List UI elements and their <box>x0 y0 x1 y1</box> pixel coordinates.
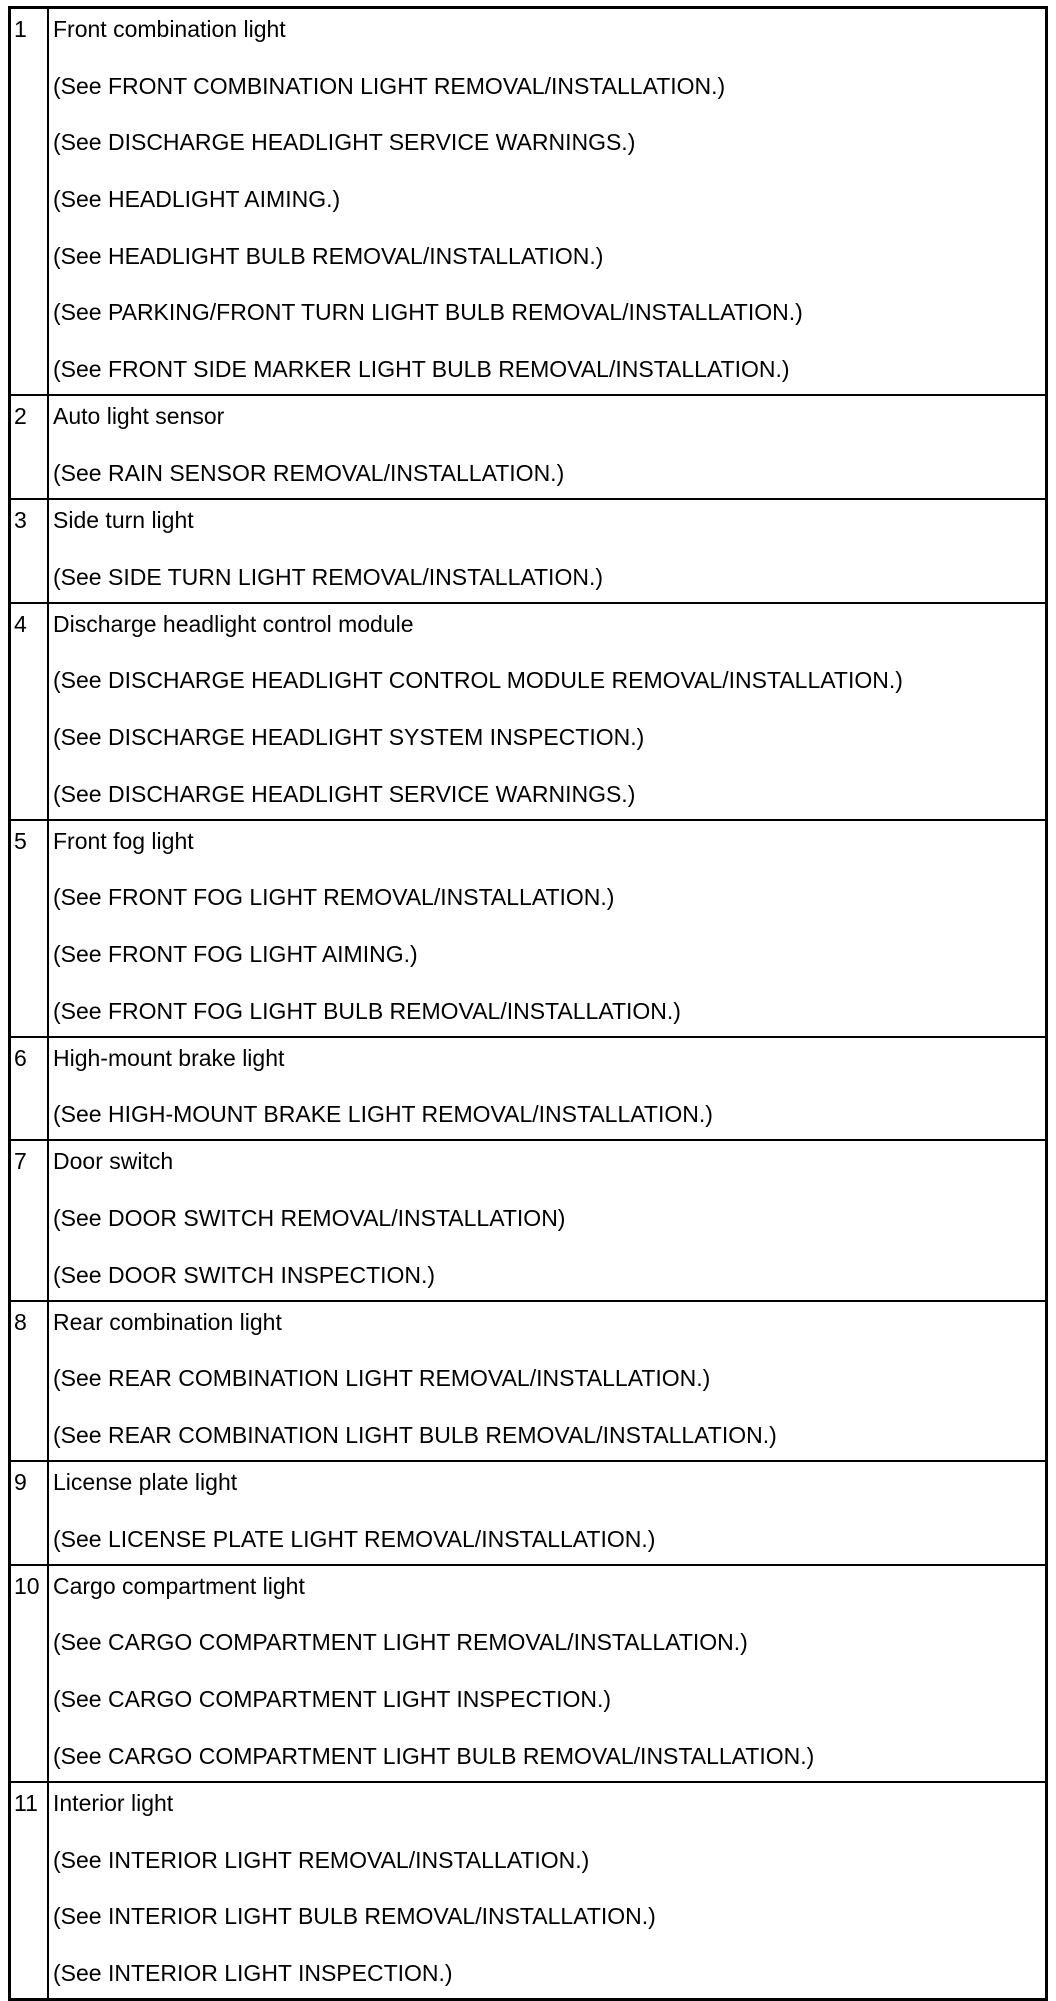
component-name: Front combination light <box>53 16 286 42</box>
item-description-cell <box>48 603 1047 820</box>
table-row <box>10 1301 1047 1461</box>
procedure-reference: (See HIGH-MOUNT BRAKE LIGHT REMOVAL/INSTALLATION.) <box>53 1101 713 1128</box>
item-description-cell <box>48 1782 1047 2000</box>
procedure-reference: (See DISCHARGE HEADLIGHT SERVICE WARNINGS.) <box>53 780 636 807</box>
item-description-cell <box>48 1461 1047 1565</box>
item-number: 3 <box>14 506 27 533</box>
table-row <box>10 1140 1047 1300</box>
component-name: License plate light <box>53 1469 238 1496</box>
component-name: Cargo compartment light <box>53 1572 305 1599</box>
procedure-reference: (See CARGO COMPARTMENT LIGHT REMOVAL/INSTALLATION.) <box>53 1629 748 1656</box>
component-reference-table <box>8 6 1048 2001</box>
table-row <box>10 1782 1047 2000</box>
procedure-reference: (See DOOR SWITCH REMOVAL/INSTALLATION) <box>53 1205 566 1231</box>
item-number: 10 <box>14 1572 40 1599</box>
item-number-cell <box>10 1565 49 1782</box>
table-row <box>10 1037 1047 1141</box>
item-number: 1 <box>14 16 27 42</box>
component-name: Side turn light <box>53 506 194 533</box>
procedure-reference: (See INTERIOR LIGHT BULB REMOVAL/INSTALLATION.) <box>53 1903 656 1930</box>
item-number: 6 <box>14 1044 27 1071</box>
table-row <box>10 499 1047 603</box>
procedure-reference: (See LICENSE PLATE LIGHT REMOVAL/INSTALLATION.) <box>53 1525 656 1552</box>
item-description-cell <box>48 8 1047 396</box>
procedure-reference: (See DISCHARGE HEADLIGHT CONTROL MODULE REMOVAL/INSTALLATION.) <box>53 667 903 694</box>
item-number-cell <box>10 8 49 396</box>
item-description-cell <box>48 820 1047 1037</box>
procedure-reference: (See FRONT FOG LIGHT REMOVAL/INSTALLATION.) <box>53 884 615 911</box>
component-name: Front fog light <box>53 827 194 854</box>
table-row <box>10 820 1047 1037</box>
item-number: 11 <box>14 1789 38 1816</box>
procedure-reference: (See INTERIOR LIGHT INSPECTION.) <box>53 1959 453 1986</box>
item-number: 7 <box>14 1148 27 1175</box>
procedure-reference: (See RAIN SENSOR REMOVAL/INSTALLATION.) <box>53 459 565 486</box>
procedure-reference: (See INTERIOR LIGHT REMOVAL/INSTALLATION.) <box>53 1846 590 1873</box>
item-number-cell <box>10 603 49 820</box>
table-row <box>10 8 1047 396</box>
procedure-reference: (See FRONT COMBINATION LIGHT REMOVAL/INSTALLATION.) <box>53 72 726 99</box>
item-description-cell <box>48 499 1047 603</box>
item-number-cell <box>10 395 49 499</box>
item-number-cell <box>10 1461 49 1565</box>
component-name: Rear combination light <box>53 1308 282 1335</box>
procedure-reference: (See FRONT SIDE MARKER LIGHT BULB REMOVAL/INSTALLATION.) <box>53 356 790 383</box>
table-row <box>10 1461 1047 1565</box>
item-number-cell <box>10 1301 49 1461</box>
procedure-reference: (See PARKING/FRONT TURN LIGHT BULB REMOVAL/INSTALLATION.) <box>53 299 803 326</box>
procedure-reference: (See HEADLIGHT AIMING.) <box>53 186 341 213</box>
procedure-reference: (See SIDE TURN LIGHT REMOVAL/INSTALLATION.) <box>53 563 603 590</box>
item-number: 4 <box>14 610 27 637</box>
procedure-reference: (See REAR COMBINATION LIGHT BULB REMOVAL/INSTALLATION.) <box>53 1422 777 1449</box>
procedure-reference: (See FRONT FOG LIGHT AIMING.) <box>53 940 418 967</box>
procedure-reference: (See DISCHARGE HEADLIGHT SERVICE WARNINGS.) <box>53 129 636 156</box>
item-number-cell <box>10 820 49 1037</box>
component-name: Door switch <box>53 1148 174 1175</box>
procedure-reference: (See REAR COMBINATION LIGHT REMOVAL/INSTALLATION.) <box>53 1365 711 1392</box>
item-description-cell <box>48 1140 1047 1300</box>
procedure-reference: (See CARGO COMPARTMENT LIGHT BULB REMOVAL/INSTALLATION.) <box>53 1742 815 1769</box>
table-row <box>10 603 1047 820</box>
table-row <box>10 395 1047 499</box>
procedure-reference: (See HEADLIGHT BULB REMOVAL/INSTALLATION.) <box>53 242 604 269</box>
item-description-cell <box>48 395 1047 499</box>
table-row <box>10 1565 1047 1782</box>
item-description-cell <box>48 1565 1047 1782</box>
component-name: High-mount brake light <box>53 1044 285 1071</box>
component-name: Discharge headlight control module <box>53 610 414 637</box>
procedure-reference: (See CARGO COMPARTMENT LIGHT INSPECTION.) <box>53 1686 612 1713</box>
item-description-cell <box>48 1037 1047 1141</box>
item-number-cell <box>10 499 49 603</box>
item-number-cell <box>10 1782 49 2000</box>
procedure-reference: (See DISCHARGE HEADLIGHT SYSTEM INSPECTION.) <box>53 723 645 750</box>
item-description-cell <box>48 1301 1047 1461</box>
item-number-cell <box>10 1140 49 1300</box>
component-name: Auto light sensor <box>53 403 225 430</box>
procedure-reference: (See DOOR SWITCH INSPECTION.) <box>53 1261 436 1288</box>
component-name: Interior light <box>53 1789 174 1816</box>
item-number: 5 <box>14 827 27 854</box>
item-number: 2 <box>14 403 27 430</box>
item-number: 8 <box>14 1308 27 1335</box>
table-body <box>10 8 1047 2000</box>
item-number-cell <box>10 1037 49 1141</box>
item-number: 9 <box>14 1469 27 1496</box>
procedure-reference: (See FRONT FOG LIGHT BULB REMOVAL/INSTALLATION.) <box>53 997 681 1024</box>
